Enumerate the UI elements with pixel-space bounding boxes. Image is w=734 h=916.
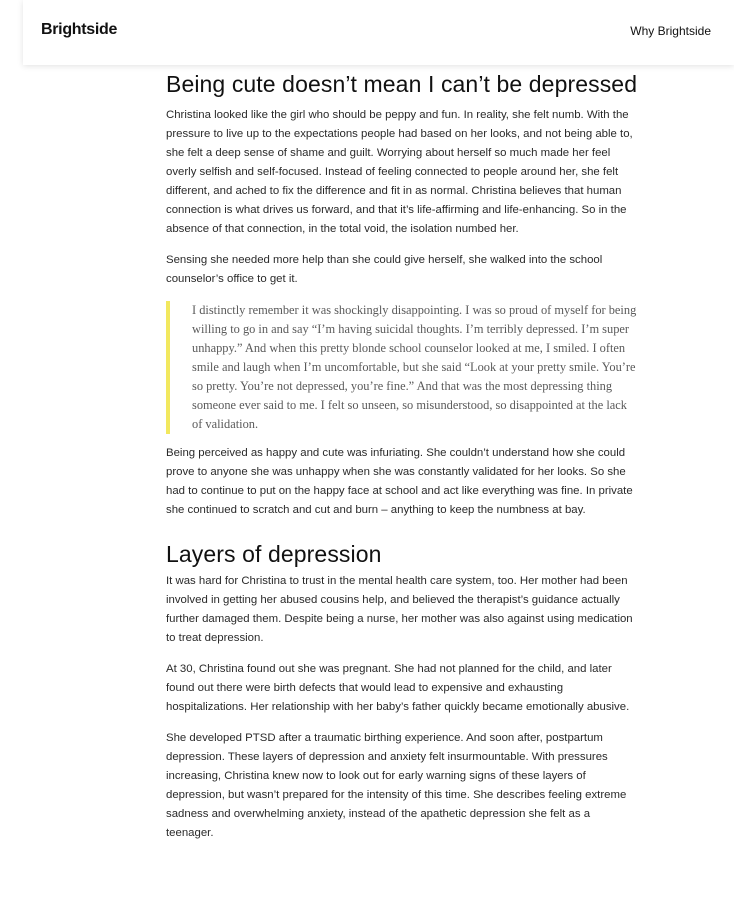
nav-link-why-brightside[interactable]: Why Brightside	[630, 24, 711, 38]
bottom-fade-overlay	[0, 872, 734, 916]
article-paragraph: She developed PTSD after a traumatic birthing experience. And soon after, postpartum depression. These layers of depression and anxiety felt insurmountable. With pressures increasing, Christina knew now to look out for early warning signs of these layers of depression, but wasn’t prepared for the intensity of this time. She describes feeling extreme sadness and overwhelming anxiety, instead of the apathetic depression she felt as a teenager.	[166, 732, 627, 839]
article-paragraph: Being perceived as happy and cute was infuriating. She couldn’t understand how she could prove to anyone she was unhappy when she was constantly validated for her looks. So she had to continue to put on the happy face at school and act like everything was fine. In private she continued to scratch and cut and burn – anything to keep the numbness at bay.	[166, 447, 633, 516]
article-paragraph: It was hard for Christina to trust in the mental health care system, too. Her mother had been involved in getting her abused cousins help, and believed the therapist’s guidance actually further damaged them. Despite being a nurse, her mother was also against using medication to treat depression.	[166, 575, 633, 644]
section-heading-layers: Layers of depression	[166, 541, 382, 567]
site-header	[23, 0, 734, 65]
pull-quote	[166, 301, 640, 434]
article-paragraph: Christina looked like the girl who should be peppy and fun. In reality, she felt numb. With the pressure to live up to the expectations people had based on her looks, and not being able to, she felt a deep sense of shame and guilt. Worrying about herself so much made her feel overly selfish and self-focused. Instead of feeling connected to people around her, she felt different, and ached to fix the difference and fit in as normal. Christina believes that human connection is what drives us forward, and that it’s life-affirming and life-enhancing. So in the absence of that connection, in the total void, the isolation numbed her.	[166, 109, 633, 235]
pull-quote-text: I distinctly remember it was shockingly disappointing. I was so proud of myself for being willing to go in and say “I’m having suicidal thoughts. I’m terribly depressed. I’m super unhappy.” And when this pretty blonde school counselor looked at me, I smiled. I often smile and laugh when I’m uncomfortable, but she said “Look at your pretty smile. You’re so pretty. You’re not depressed, you’re fine.” And that was the most depressing thing someone ever said to me. I felt so unseen, so misunderstood, so disappointed at the lack of validation.	[192, 303, 637, 431]
section-heading-cute: Being cute doesn’t mean I can’t be depressed	[166, 71, 638, 97]
article-paragraph: At 30, Christina found out she was pregnant. She had not planned for the child, and later found out there were birth defects that would lead to expensive and exhausting hospitalizations. Her relationship with her baby’s father quickly became emotionally abusive.	[166, 663, 630, 713]
article-body	[166, 68, 640, 855]
brightside-logo[interactable]: Brightside	[41, 21, 118, 38]
article-paragraph: Sensing she needed more help than she could give herself, she walked into the school counselor’s office to get it.	[166, 254, 603, 285]
